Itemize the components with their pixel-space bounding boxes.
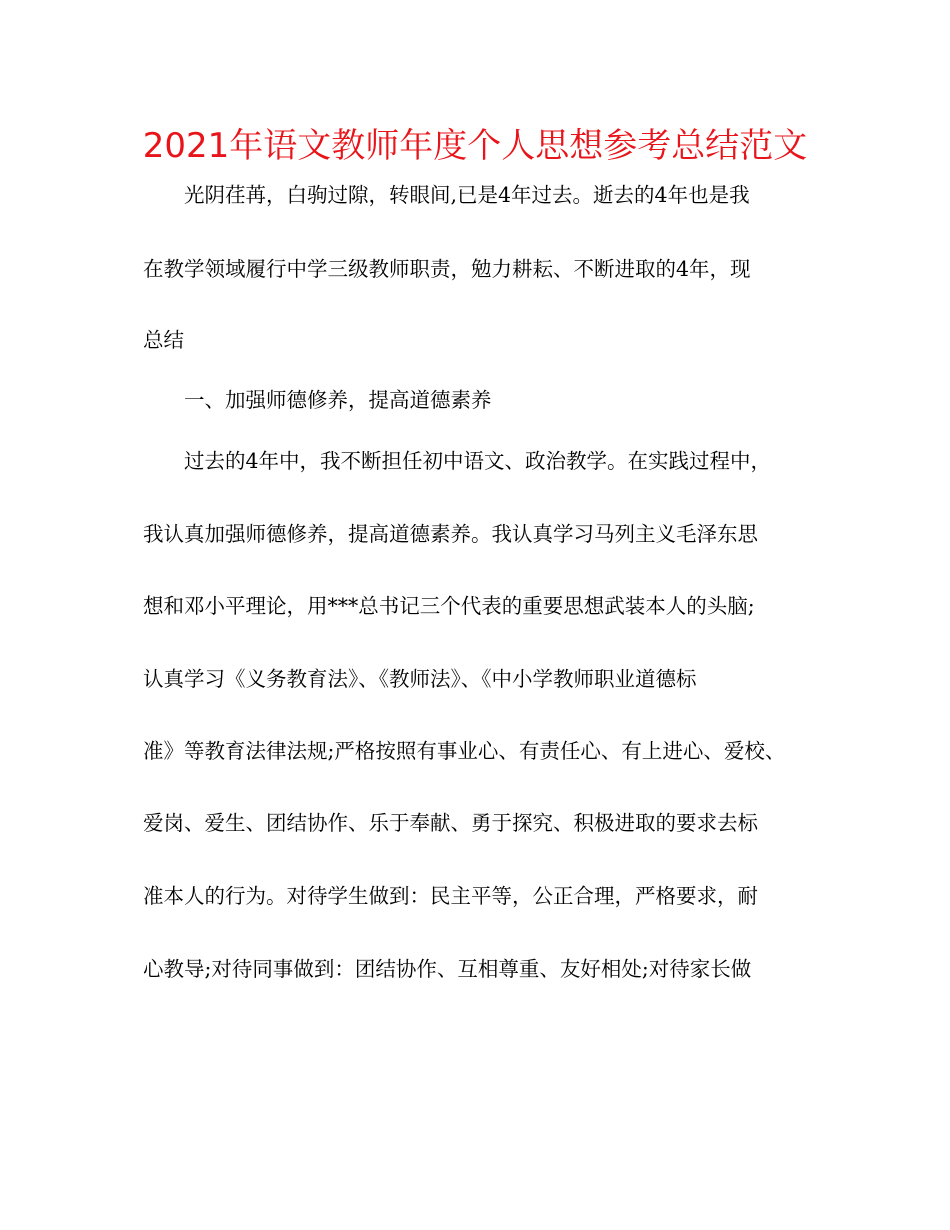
paragraph-line: 光阴荏苒，白驹过隙，转眼间,已是4年过去。逝去的4年也是我: [184, 183, 750, 207]
section-heading: 一、加强师德修养，提高道德素养: [184, 388, 492, 412]
paragraph-line: 心教导;对待同事做到：团结协作、互相尊重、友好相处;对待家长做: [143, 957, 752, 981]
paragraph-line: 爱岗、爱生、团结协作、乐于奉献、勇于探究、积极进取的要求去标: [143, 811, 758, 835]
paragraph-line: 在教学领域履行中学三级教师职责，勉力耕耘、不断进取的4年，现: [143, 257, 751, 281]
document-title: 2021年语文教师年度个人思想参考总结范文: [142, 126, 808, 166]
paragraph-line: 想和邓小平理论，用***总书记三个代表的重要思想武装本人的头脑;: [143, 594, 755, 618]
paragraph-line: 准本人的行为。对待学生做到：民主平等，公正合理，严格要求，耐: [143, 884, 758, 908]
paragraph-line: 我认真加强师德修养，提高道德素养。我认真学习马列主义毛泽东思: [143, 522, 758, 546]
paragraph-line: 过去的4年中，我不断担任初中语文、政治教学。在实践过程中，: [184, 449, 772, 473]
paragraph-line: 准》等教育法律法规;严格按照有事业心、有责任心、有上进心、爱校、: [143, 739, 786, 763]
paragraph-line: 认真学习《义务教育法》、《教师法》、《中小学教师职业道德标: [143, 667, 697, 691]
paragraph-line: 总结: [143, 328, 184, 352]
